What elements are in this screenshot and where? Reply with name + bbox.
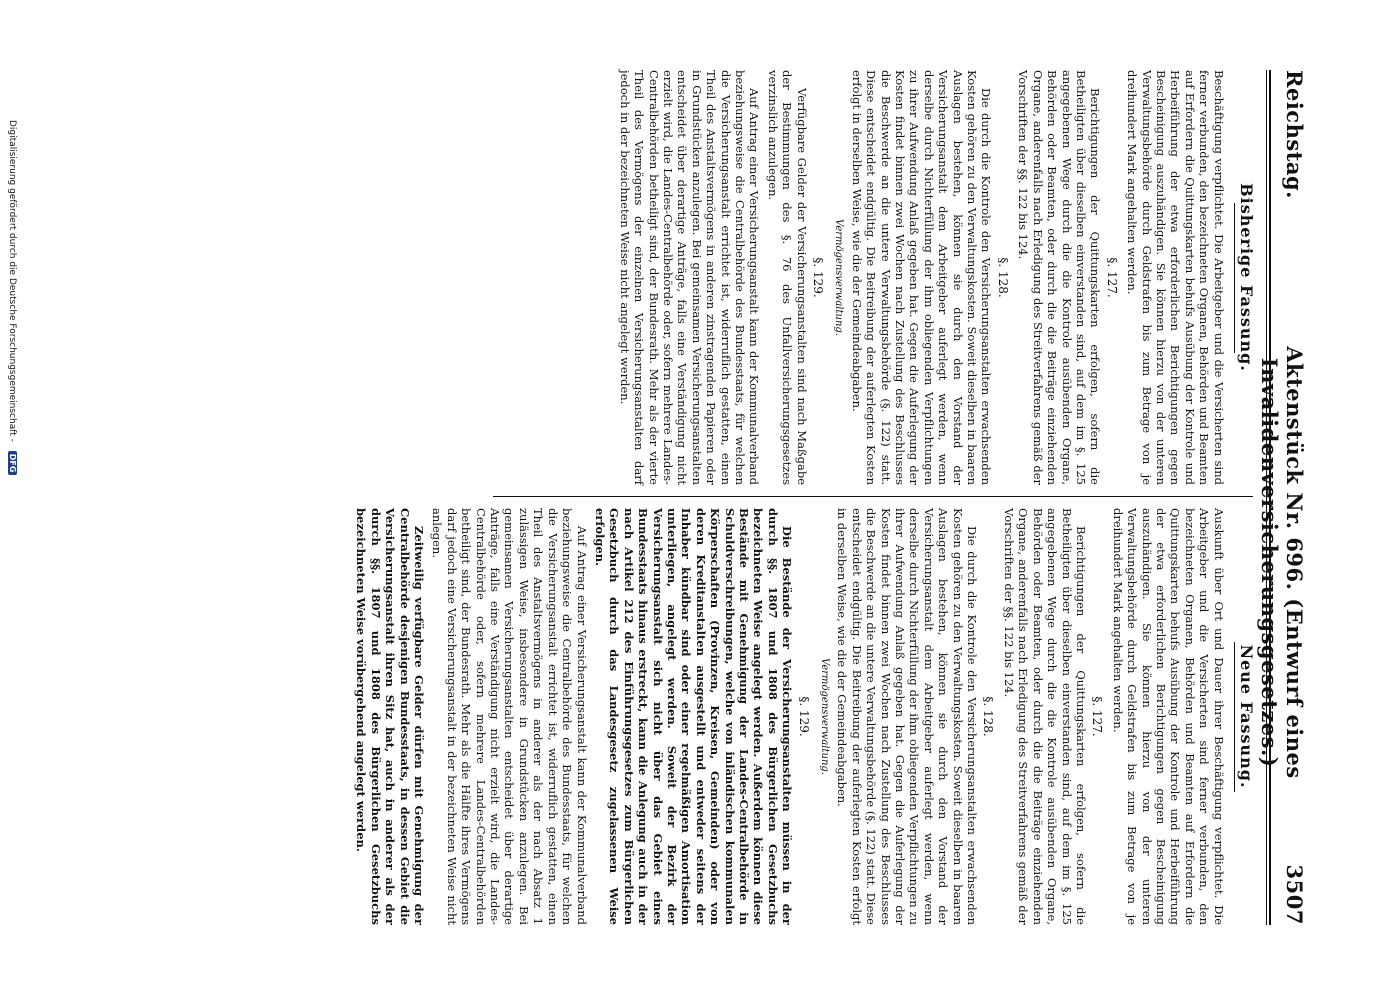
dfg-logo: DFG — [8, 451, 17, 476]
header-rule — [1269, 70, 1271, 925]
left-s127-heading: §. 127. — [1104, 257, 1119, 298]
right-column-title: Neue Fassung. — [1237, 644, 1256, 789]
left-intro: Beschäftigung verpflichtet. Die Arbeitgeber und die Versicherten sind ferner verbunden, den bezeichneten Organen, Behörden und Beamten auf Erfordern die Quittungskarten behufs Ausübung der Kontrole und Herbeiführung der etwa erforderlichen Berichtigungen gegen Bescheinigung auszuhändigen. Sie können hierzu von der unteren Verwaltungsbehörde durch Geldstrafen bis zum Betrage von je dreihundert Mark angehalten werden. — [1125, 70, 1226, 485]
right-column — [350, 508, 1256, 925]
right-s129-bold: Die Bestände der Versicherungsanstalten müssen in der durch §§. 1807 und 1808 des Bürgerlichen Gesetzbuchs bezeichneten Weise angelegt werden. Außerdem können diese Bestände mit Genehmigung der Landes-Centralbehörde in Schuldverschreibungen, welche von inländischen kommunalen Körperschaften (Provinzen, Kreisen, Gemeinden) oder von deren Kreditanstalten ausgestellt und entweder seitens der Inhaber kündbar sind oder einer regelmäßigen Amortisation unterliegen, angelegt werden. Soweit der Bezirk der Versicherungsanstalt sich nicht über das Gebiet eines Bundesstaats hinaus erstreckt, kann die Anlegung auch in der nach Artikel 212 des Einführungsgesetzes zum Bürgerlichen Gesetzbuch durch das Landesgesetz zugelassenen Weise erfolgen. — [592, 508, 795, 925]
right-s129-subheading: Vermögensverwaltung. — [819, 658, 831, 775]
column-divider — [493, 496, 1253, 497]
right-intro: Auskunft über Ort und Dauer ihrer Beschäftigung verpflichtet. Die Arbeitgeber und die Versicherten sind ferner verbunden, den bezeichneten Organen, Behörden und Beamten auf Erfordern die Quittungskarten behufs Ausübung der Kontrole und Herbeiführung der etwa erforderlichen Berichtigungen gegen Bescheinigung auszuhändigen. Sie können hierzu von der unteren Verwaltungsbehörde durch Geldstrafen bis zum Betrage von je dreihundert Mark angehalten werden. — [1110, 508, 1226, 925]
right-s128-text: Die durch die Kontrole den Versicherungsanstalten erwachsenden Kosten gehören zu den Verwaltungskosten. Soweit dieselben in baaren Auslagen bestehen, können sie durch den Vorstand der Versicherungsanstalt dem Arbeitgeber auferlegt werden, wenn derselbe durch Nichterfüllung der ihm obliegenden Verpflichtungen zu ihrer Aufwendung Anlaß gegeben hat. Gegen die Auferlegung der Kosten findet binnen zwei Wochen nach Zustellung des Beschlusses die Beschwerde an die untere Verwaltungsbehörde (§. 122) statt. Diese entscheidet endgültig. Die Beitreibung der auferlegten Kosten erfolgt in derselben Weise, wie die der Gemeindeabgaben. — [835, 508, 980, 925]
header-center: Aktenstück Nr. 696. (Entwurf eines Invalidenversicherungsgesetzes.) — [1257, 346, 1307, 779]
left-column-title: Bisherige Fassung. — [1237, 183, 1256, 372]
left-s128-text: Die durch die Kontrole den Versicherungsanstalten erwachsenden Kosten gehören zu den Verwaltungskosten. Soweit dieselben in baaren Auslagen bestehen, können sie durch den Vorstand der Versicherungsanstalt dem Arbeitgeber auferlegt werden, wenn derselbe durch Nichterfüllung der ihm obliegenden Verpflichtungen zu ihrer Aufwendung Anlaß gegeben hat. Gegen die Auferlegung der Kosten findet binnen zwei Wochen nach Zustellung des Beschlusses die Beschwerde an die untere Verwaltungsbehörde (§. 122) statt. Diese entscheidet endgültig. Die Beitreibung der auferlegten Kosten erfolgt in derselben Weise, wie die der Gemeindeabgaben. — [849, 70, 994, 485]
left-s127-text: Berichtigungen der Quittungskarten erfolgen, sofern die Betheiligten über dieselben einverstanden sind, auf dem im §. 125 angegebenen Wege durch die die Kontrole ausübenden Organe, Behörden oder Beamten, oder durch die die Beiträge einziehenden Organe, anderenfalls nach Erledigung des Streitverfahrens gemäß der Vorschriften der §§. 122 bis 124. — [1016, 70, 1103, 485]
left-s129-subheading: Vermögensverwaltung. — [833, 219, 845, 336]
right-s129-heading: §. 129. — [796, 696, 811, 737]
right-s129-bold2: Zeitweilig verfügbare Gelder dürfen mit Genehmigung der Centralbehörde desjenigen Bundesstaats, in dessen Gebiet die Versicherungsanstalt ihren Sitz hat, auch in anderer als der durch §§. 1807 und 1808 des Bürgerlichen Gesetzbuchs bezeichneten Weise vorübergehend angelegt werden. — [354, 508, 427, 925]
header-rule-thin — [1266, 70, 1267, 925]
digitization-text: Digitalisierung gefördert durch die Deutsche Forschungsgemeinschaft - — [7, 120, 17, 442]
right-s127-text: Berichtigungen der Quittungskarten erfolgen, sofern die Betheiligten über dieselben einverstanden sind, auf dem im §. 125 angegebenen Wege durch die die Kontrole ausübenden Organe, Behörden oder Beamten, oder durch die die Beiträge einziehenden Organe, anderenfalls nach Erledigung des Streitverfahrens gemäß der Vorschriften der §§. 122 bis 124. — [1001, 508, 1088, 925]
left-column — [613, 70, 1256, 485]
left-s128-heading: §. 128. — [995, 257, 1010, 298]
left-s129-heading: §. 129. — [811, 257, 826, 298]
left-s129-text: Verfügbare Gelder der Versicherungsanstalten sind nach Maßgabe der Bestimmungen des §. 76 des Unfallversicherungsgesetzes verzinslich anzulegen. — [765, 70, 809, 485]
digitization-note — [7, 120, 17, 475]
left-s129-text2: Auf Antrag einer Versicherungsanstalt kann der Kommunalverband beziehungsweise die Centralbehörde des Bundesstaats, für welchen die Versicherungsanstalt errichtet ist, widerruflich gestatten, einen Theil des Anstaltsvermögens in anderen zinstragenden Papieren oder in Grundstücken anzulegen. Bei gemeinsamen Versicherungsanstalten entscheidet über derartige Anträge, falls eine Verständigung nicht erzielt wird, die Landes-Centralbehörde oder, sofern mehrere Landes-Centralbehörden betheiligt sind, der Bundesrath. Mehr als der vierte Theil des Vermögens der einzelnen Versicherungsanstalten darf jedoch in der bezeichneten Weise nicht angelegt werden. — [617, 70, 762, 485]
right-s129-text2: Auf Antrag einer Versicherungsanstalt kann der Kommunalverband beziehungsweise die Centralbehörde des Bundesstaats, für welchen die Versicherungsanstalt errichtet ist, widerruflich gestatten, einen Theil des Anstaltsvermögens in anderer als der nach Absatz 1 zulässigen Weise, insbesondere in Grundstücken anzulegen. Bei gemeinsamen Versicherungsanstalten entscheidet über derartige Anträge, falls eine Verständigung nicht erzielt wird, die Landes-Centralbehörde oder, sofern mehrere Landes-Centralbehörden betheiligt sind, der Bundesrath. Mehr als die Hälfte ihres Vermögens darf jedoch eine Versicherungsanstalt in der bezeichneten Weise nicht anlegen. — [430, 508, 589, 925]
right-s127-heading: §. 127. — [1090, 696, 1105, 737]
right-s128-heading: §. 128. — [981, 696, 996, 737]
page-number: 3507 — [1282, 864, 1307, 925]
page-header — [1257, 70, 1311, 925]
left-title-rule — [1234, 203, 1235, 353]
right-title-rule — [1234, 642, 1235, 792]
header-left: Reichstag. — [1282, 70, 1307, 199]
